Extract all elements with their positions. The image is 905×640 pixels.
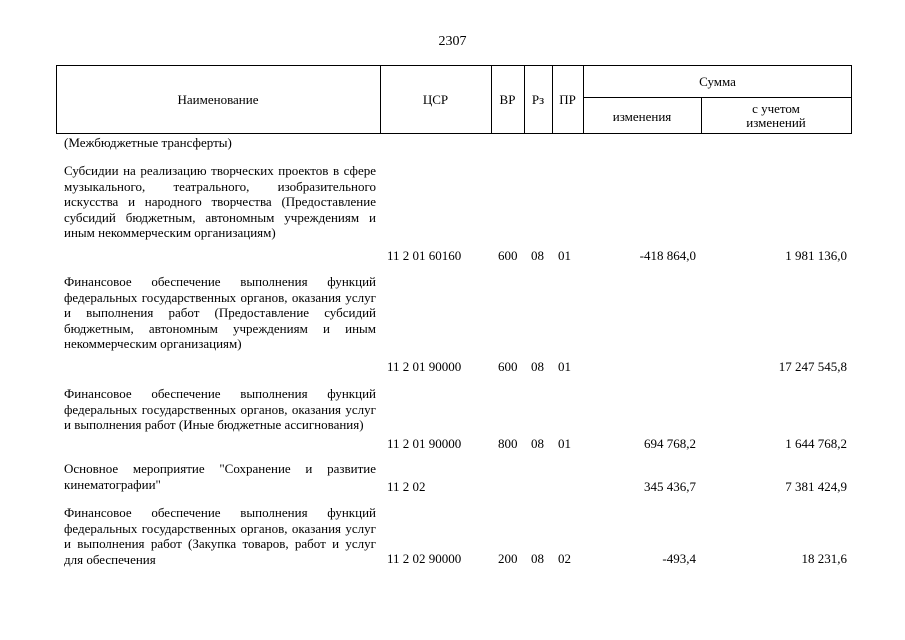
row-csr: 11 2 01 90000: [387, 359, 462, 374]
header-total-line2: изменений: [746, 115, 806, 130]
row-csr: 11 2 01 60160: [387, 248, 462, 263]
page-number: 2307: [438, 34, 467, 49]
header-name: Наименование: [177, 92, 259, 107]
header-pr: ПР: [559, 92, 576, 107]
row-csr: 11 2 02 90000: [387, 551, 462, 566]
row-total: 1 981 136,0: [785, 248, 847, 263]
header-sum: Сумма: [699, 74, 736, 89]
row-total: 1 644 768,2: [785, 436, 847, 451]
header-csr: ЦСР: [422, 92, 449, 107]
sum-divider: [583, 97, 852, 98]
row-name: Субсидии на реализацию творческих проектов в сфере музыкального, театрального, изобразительного искусства и народного творчества (Предоставление субсидий бюджетным, автономным учреждениям и иным некоммерческим организациям): [64, 163, 376, 240]
row-rz: 08: [531, 551, 544, 566]
row-vr: 600: [498, 359, 518, 374]
row-change: -418 864,0: [639, 248, 696, 263]
row-change: 345 436,7: [644, 479, 696, 494]
row-total: 7 381 424,9: [785, 479, 847, 494]
row-pr: 02: [558, 551, 571, 566]
row-csr: 11 2 01 90000: [387, 436, 462, 451]
row-name: Финансовое обеспечение выполнения функций федеральных государственных органов, оказания услуг и выполнения работ (Закупка товаров, работ и услуг для обеспечения: [64, 505, 376, 567]
table-header: [56, 65, 852, 134]
row-vr: 800: [498, 436, 518, 451]
row-pr: 01: [558, 359, 571, 374]
row-name: (Межбюджетные трансферты): [64, 135, 232, 150]
row-pr: 01: [558, 436, 571, 451]
row-rz: 08: [531, 248, 544, 263]
header-total-line1: с учетом: [752, 101, 800, 116]
header-rz: Рз: [531, 92, 545, 107]
row-csr: 11 2 02: [387, 479, 426, 494]
row-change: 694 768,2: [644, 436, 696, 451]
header-total: [701, 102, 851, 130]
row-total: 17 247 545,8: [778, 359, 847, 374]
row-rz: 08: [531, 436, 544, 451]
row-change: -493,4: [662, 551, 696, 566]
row-pr: 01: [558, 248, 571, 263]
row-total: 18 231,6: [801, 551, 847, 566]
row-rz: 08: [531, 359, 544, 374]
row-name: Финансовое обеспечение выполнения функций федеральных государственных органов, оказания услуг и выполнения работ (Иные бюджетные ассигнования): [64, 386, 376, 432]
row-name: Основное мероприятие "Сохранение и развитие кинематографии": [64, 461, 376, 492]
row-vr: 600: [498, 248, 518, 263]
header-change: изменения: [612, 109, 672, 124]
header-vr: ВР: [499, 92, 516, 107]
header-top-border: [56, 65, 852, 66]
row-vr: 200: [498, 551, 518, 566]
row-name: Финансовое обеспечение выполнения функций федеральных государственных органов, оказания услуг и выполнения работ (Предоставление субсидий бюджетным, автономным учреждениям и иным некоммерческим организациям): [64, 274, 376, 351]
header-bottom-border: [56, 133, 852, 134]
